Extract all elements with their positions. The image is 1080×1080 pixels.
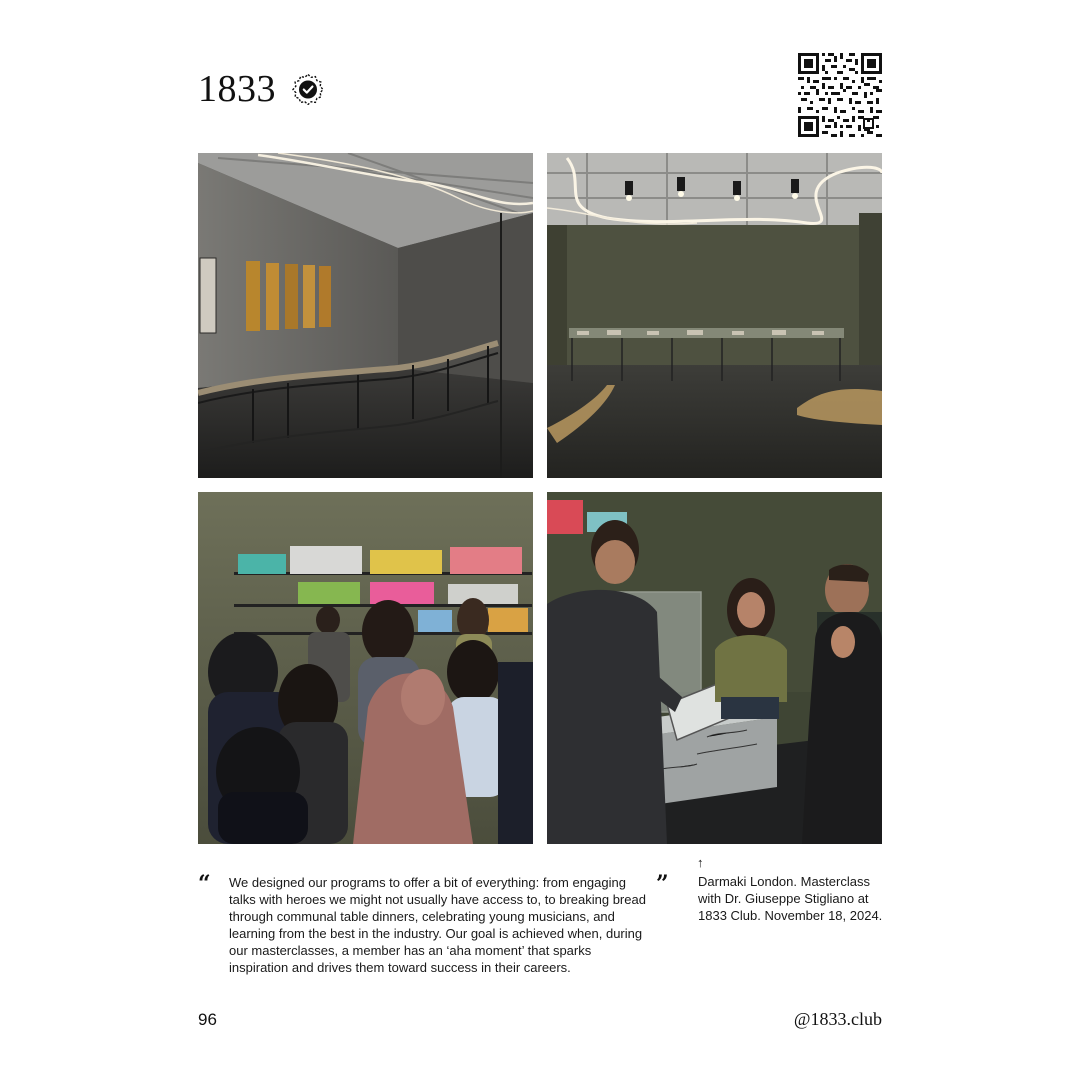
photo-caption: Darmaki London. Masterclass with Dr. Giuseppe Stigliano at 1833 Club. November 18, 2024. [698, 874, 883, 923]
quote-open-mark: “ [198, 871, 211, 897]
brand-title: 1833 [198, 68, 276, 110]
quote-close-mark: ” [656, 871, 669, 897]
masterclass-audience-photo [198, 492, 533, 844]
arrow-up-icon: ↑ [697, 855, 704, 870]
masterclass-display-case-photo [547, 492, 882, 844]
page-number: 96 [198, 1010, 217, 1029]
brand-header [198, 70, 324, 108]
verified-badge-icon [292, 73, 324, 105]
qr-code-icon[interactable] [798, 53, 882, 137]
quote-text: We designed our programs to offer a bit of everything: from engaging talks with heroes we might not usually have access to, to breaking bread through communal table dinners, celebrating young musicians, and learning from the best in the industry. Our goal is achieved when, during our masterclasses, a member has an ‘aha moment’ that sparks inspiration and drives them toward success in their careers. [229, 875, 646, 975]
gallery-curved-vitrine-photo [198, 153, 533, 478]
gallery-wave-vitrine-photo [547, 153, 882, 478]
social-handle[interactable]: @1833.club [793, 1009, 882, 1029]
